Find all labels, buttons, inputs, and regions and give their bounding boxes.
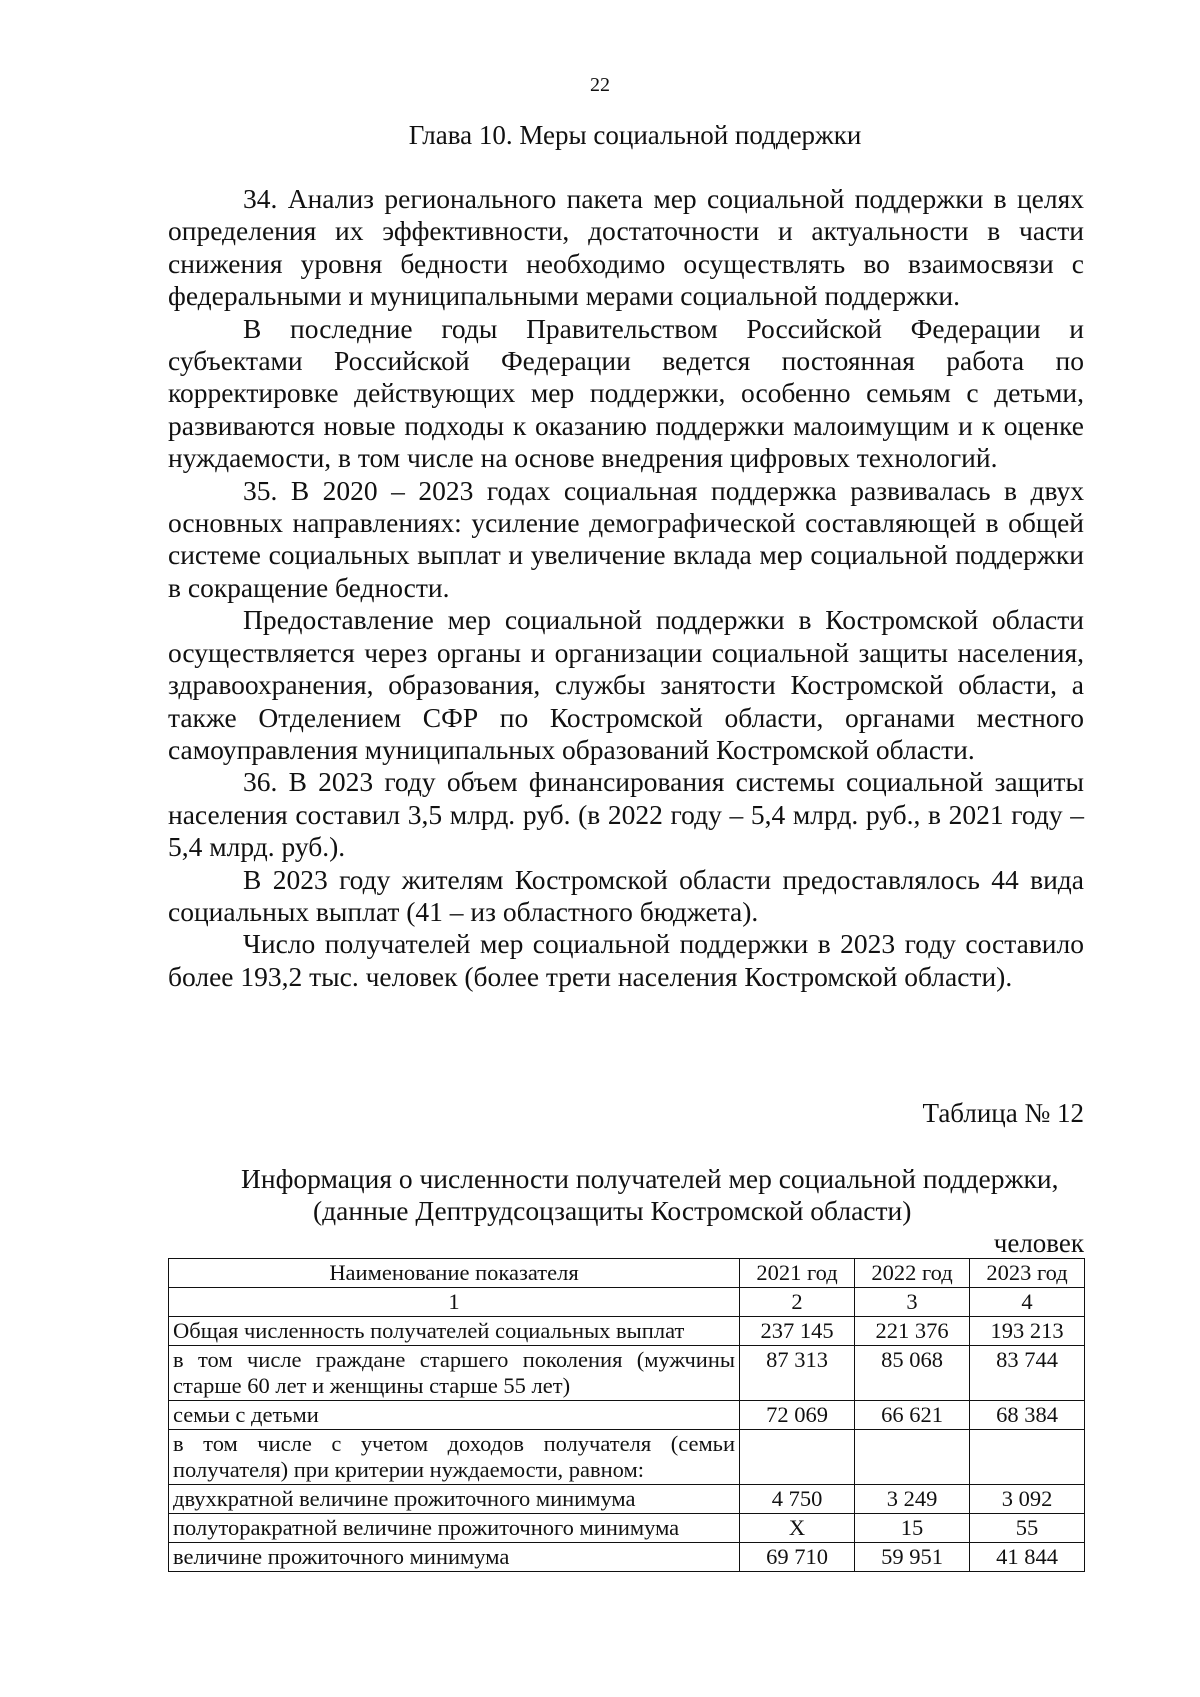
table-caption (168, 1163, 1084, 1227)
table-row (169, 1346, 1085, 1401)
row-name: в том числе граждане старшего поколения (мужчины старше 60 лет и женщины старше 55 лет) (169, 1346, 740, 1401)
body-text (168, 183, 1084, 993)
cell-2021: 4 750 (740, 1485, 855, 1514)
cell-2023: 193 213 (970, 1317, 1085, 1346)
row-name: в том числе с учетом доходов получателя (семьи получателя) при критерии нуждаемости, равном: (169, 1430, 740, 1485)
cell-2021 (740, 1430, 855, 1485)
table-caption-line-1: Информация о численности получателей мер социальной поддержки, (241, 1163, 1059, 1194)
cell-2023: 3 092 (970, 1485, 1085, 1514)
paragraph-35: 35. В 2020 – 2023 годах социальная поддержка развивалась в двух основных направлениях: усиление демографической составляющей в общей системе социальных выплат и увеличение вклада мер социальной поддержки в сокращение бедности. (168, 474, 1084, 603)
row-name: Общая численность получателей социальных выплат (169, 1317, 740, 1346)
row-name: семьи с детьми (169, 1401, 740, 1430)
cell-2021: 69 710 (740, 1543, 855, 1572)
paragraph-36: 36. В 2023 году объем финансирования системы социальной защиты населения составил 3,5 млрд. руб. (в 2022 году – 5,4 млрд. руб., в 2021 году – 5,4 млрд. руб.). (168, 766, 1084, 863)
header-2021: 2021 год (740, 1259, 855, 1288)
cell-2022: 221 376 (855, 1317, 970, 1346)
table-row (169, 1430, 1085, 1485)
cell-2023 (970, 1430, 1085, 1485)
cell-2022: 3 249 (855, 1485, 970, 1514)
column-number: 4 (970, 1288, 1085, 1317)
cell-2023: 68 384 (970, 1401, 1085, 1430)
paragraph-government-work: В последние годы Правительством Российской Федерации и субъектами Российской Федерации ведется постоянная работа по корректировке действующих мер поддержки, особенно семьям с детьми, развиваются новые подходы к оказанию поддержки малоимущим и к оценке нуждаемости, в том числе на основе внедрения цифровых технологий. (168, 312, 1084, 474)
table-label: Таблица № 12 (922, 1098, 1084, 1128)
column-number: 1 (169, 1288, 740, 1317)
row-name: двухкратной величине прожиточного минимума (169, 1485, 740, 1514)
page-number: 22 (590, 74, 610, 96)
header-2022: 2022 год (855, 1259, 970, 1288)
table-header-row (169, 1259, 1085, 1288)
row-name: полуторакратной величине прожиточного минимума (169, 1514, 740, 1543)
paragraph-recipients: Число получателей мер социальной поддержки в 2023 году составило более 193,2 тыс. человек (более трети населения Костромской области). (168, 928, 1084, 992)
table-row (169, 1317, 1085, 1346)
paragraph-34: 34. Анализ регионального пакета мер социальной поддержки в целях определения их эффективности, достаточности и актуальности в части снижения уровня бедности необходимо осуществлять во взаимосвязи с федеральными и муниципальными мерами социальной поддержки. (168, 183, 1084, 312)
header-indicator-name: Наименование показателя (169, 1259, 740, 1288)
table-row (169, 1514, 1085, 1543)
cell-2021: 72 069 (740, 1401, 855, 1430)
cell-2022: 66 621 (855, 1401, 970, 1430)
table-row (169, 1485, 1085, 1514)
cell-2022: 85 068 (855, 1346, 970, 1401)
cell-2021: 87 313 (740, 1346, 855, 1401)
cell-2022: 15 (855, 1514, 970, 1543)
cell-2022 (855, 1430, 970, 1485)
column-number: 2 (740, 1288, 855, 1317)
row-name: величине прожиточного минимума (169, 1543, 740, 1572)
cell-2023: 83 744 (970, 1346, 1085, 1401)
table-units: человек (993, 1228, 1084, 1258)
paragraph-provision: Предоставление мер социальной поддержки в Костромской области осуществляется через органы и организации социальной защиты населения, здравоохранения, образования, службы занятости Костромской области, а также Отделением СФР по Костромской области, органами местного самоуправления муниципальных образований Костромской области. (168, 604, 1084, 765)
cell-2023: 41 844 (970, 1543, 1085, 1572)
paragraph-payments: В 2023 году жителям Костромской области предоставлялось 44 вида социальных выплат (41 – из областного бюджета). (168, 863, 1084, 927)
column-number: 3 (855, 1288, 970, 1317)
header-2023: 2023 год (970, 1259, 1085, 1288)
table-row (169, 1401, 1085, 1430)
recipients-table (168, 1258, 1085, 1572)
cell-2021: Х (740, 1514, 855, 1543)
cell-2022: 59 951 (855, 1543, 970, 1572)
chapter-title: Глава 10. Меры социальной поддержки (408, 120, 862, 150)
table-caption-line-2: (данные Дептрудсоцзащиты Костромской области) (313, 1195, 912, 1226)
table-column-numbers-row (169, 1288, 1085, 1317)
cell-2023: 55 (970, 1514, 1085, 1543)
cell-2021: 237 145 (740, 1317, 855, 1346)
table-row (169, 1543, 1085, 1572)
